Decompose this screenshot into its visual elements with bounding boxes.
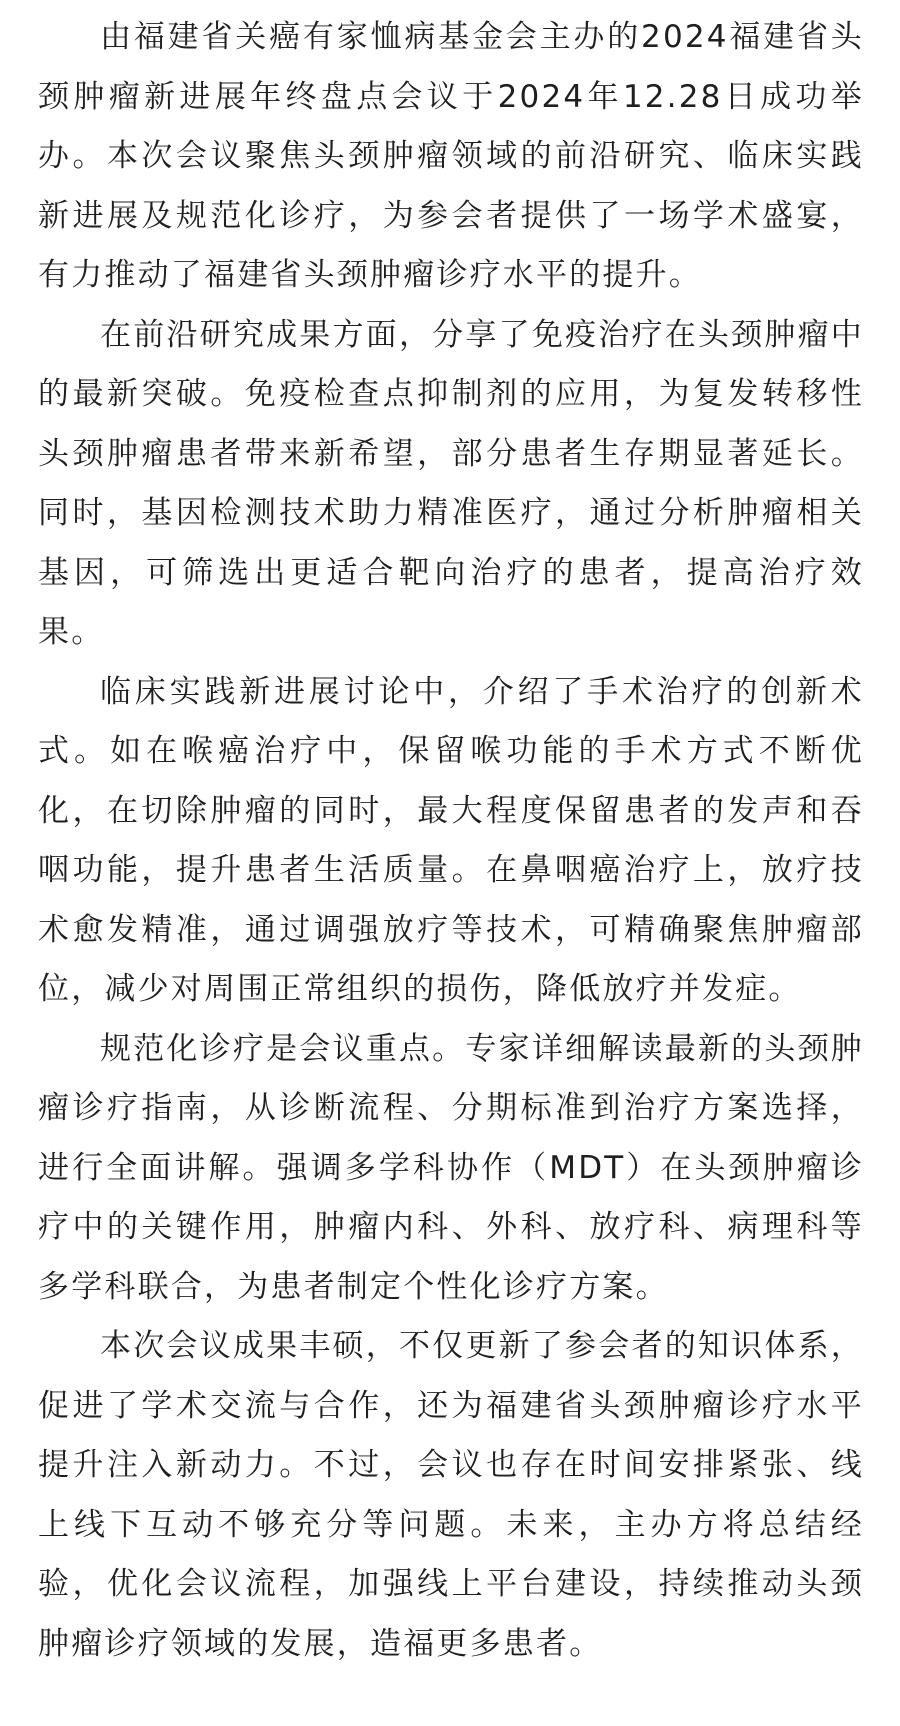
paragraph-intro: 由福建省关癌有家恤病基金会主办的2024福建省头颈肿瘤新进展年终盘点会议于2024年12.28日成功举办。本次会议聚焦头颈肿瘤领域的前沿研究、临床实践新进展及规范化诊疗，为参会者提供了一场学术盛宴，有力推动了福建省头颈肿瘤诊疗水平的提升。 — [38, 19, 864, 293]
paragraph-standardized-treatment: 规范化诊疗是会议重点。专家详细解读最新的头颈肿瘤诊疗指南，从诊断流程、分期标准到治疗方案选择，进行全面讲解。强调多学科协作（MDT）在头颈肿瘤诊疗中的关键作用，肿瘤内科、外科、放疗科、病理科等多学科联合，为患者制定个性化诊疗方案。 — [38, 1030, 864, 1305]
paragraph-conclusion: 本次会议成果丰硕，不仅更新了参会者的知识体系，促进了学术交流与合作，还为福建省头颈肿瘤诊疗水平提升注入新动力。不过，会议也存在时间安排紧张、线上线下互动不够充分等问题。未来，主办方将总结经验，优化会议流程，加强线上平台建设，持续推动头颈肿瘤诊疗领域的发展，造福更多患者。 — [38, 1328, 864, 1662]
paragraph-clinical-practice: 临床实践新进展讨论中，介绍了手术治疗的创新术式。如在喉癌治疗中，保留喉功能的手术方式不断优化，在切除肿瘤的同时，最大程度保留患者的发声和吞咽功能，提升患者生活质量。在鼻咽癌治疗上，放疗技术愈发精准，通过调强放疗等技术，可精确聚焦肿瘤部位，减少对周围正常组织的损伤，降低放疗并发症。 — [38, 673, 864, 1007]
paragraph-frontier-research: 在前沿研究成果方面，分享了免疫治疗在头颈肿瘤中的最新突破。免疫检查点抑制剂的应用，为复发转移性头颈肿瘤患者带来新希望，部分患者生存期显著延长。同时，基因检测技术助力精准医疗，通过分析肿瘤相关基因，可筛选出更适合靶向治疗的患者，提高治疗效果。 — [38, 316, 864, 650]
